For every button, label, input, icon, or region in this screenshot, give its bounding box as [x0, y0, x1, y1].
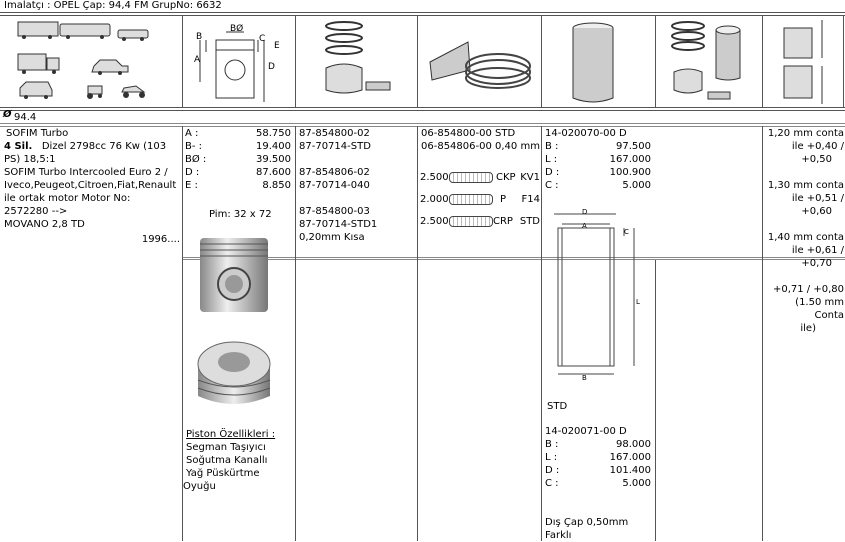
- liner-label-a: A: [582, 222, 587, 230]
- diagram-label-b: B: [196, 32, 203, 42]
- liner-label-c: C: [624, 228, 629, 236]
- ring-code[interactable]: 06-854806-00 0,40 mm: [421, 141, 540, 152]
- dim-row: L : 167.000: [545, 452, 651, 463]
- dim-row: E : 8.850: [185, 180, 291, 191]
- liner-label-d: D: [582, 208, 588, 216]
- gasket-line: +0,71 / +0,80: [772, 284, 844, 295]
- dim-row: D : 100.900: [545, 167, 651, 178]
- engine-line: 2572280 -->: [4, 206, 68, 217]
- engine-line: MOVANO 2,8 TD: [4, 219, 85, 230]
- gasket-line: +0,60: [801, 206, 832, 217]
- divider: [0, 12, 845, 13]
- dim-row: B : 97.500: [545, 141, 651, 152]
- part-code[interactable]: 87-854800-02: [299, 128, 370, 139]
- liner-label-l: L: [636, 298, 640, 306]
- piston-side-photo: [194, 236, 274, 316]
- liner-std: STD: [547, 401, 568, 412]
- ring-item: 2.500 CKP KV1: [420, 172, 540, 183]
- ring-bar-icon: [449, 216, 493, 227]
- liner-note: Farklı: [545, 530, 572, 541]
- diagram-label-c: C: [259, 34, 266, 44]
- ring-bar-icon: [449, 172, 493, 183]
- gasket-line: +0,70: [801, 258, 832, 269]
- piston-top-photo: [194, 334, 274, 410]
- diagram-label-d: D: [268, 62, 275, 72]
- ring-set-icon: [428, 40, 538, 90]
- gasket-line: 1,20 mm conta: [767, 128, 844, 139]
- engine-line: PS) 18,5:1: [4, 154, 56, 165]
- ring-code[interactable]: 06-854800-00 STD: [421, 128, 516, 139]
- gasket-line: ile +0,40 /: [791, 141, 844, 152]
- feature-item: Oyuğu: [183, 481, 216, 492]
- divider: [183, 257, 845, 258]
- engine-line: SOFIM Turbo Intercooled Euro 2 /: [4, 167, 168, 178]
- ring-item: 2.500 CRP STD: [420, 216, 540, 227]
- divider: [0, 107, 845, 108]
- divider: [183, 259, 845, 260]
- diameter-value: 94.4: [14, 112, 37, 123]
- engine-year: 1996....: [141, 234, 180, 245]
- engine-line: SOFIM Turbo: [6, 128, 69, 139]
- gasket-line: 1,30 mm conta: [767, 180, 844, 191]
- liner-label-b: B: [582, 374, 587, 382]
- dim-row: A : 58.750: [185, 128, 291, 139]
- part-code[interactable]: 87-70714-STD: [299, 141, 371, 152]
- dim-row: B : 98.000: [545, 439, 651, 450]
- divider: [0, 110, 845, 111]
- piston-and-rings-icon: [316, 20, 396, 106]
- page-title: İmalatçı : OPEL Çap: 94,4 FM GrupNo: 6632: [4, 0, 222, 11]
- divider: [0, 123, 845, 124]
- divider: [0, 15, 845, 16]
- part-note: 0,20mm Kısa: [299, 232, 365, 243]
- gasket-line: ile +0,51 /: [791, 193, 844, 204]
- ring-bar-icon: [449, 194, 493, 205]
- part-code[interactable]: 87-70714-040: [299, 180, 370, 191]
- feature-item: Segman Taşıyıcı: [186, 442, 266, 453]
- cylinder-liner-icon: [568, 22, 618, 104]
- liner-code[interactable]: 14-020070-00 D: [545, 128, 627, 139]
- gasket-line: +0,50: [801, 154, 832, 165]
- dim-row: C : 5.000: [545, 478, 651, 489]
- part-code[interactable]: 87-70714-STD1: [299, 219, 378, 230]
- dim-row: BØ : 39.500: [185, 154, 291, 165]
- feature-item: Soğutma Kanallı: [186, 455, 268, 466]
- diagram-label-bo: BØ: [230, 24, 244, 34]
- vehicle-types-icon: [14, 20, 164, 102]
- diagram-label-a: A: [194, 55, 201, 65]
- ring-item: 2.000 P F14: [420, 194, 540, 205]
- part-code[interactable]: 87-854800-03: [299, 206, 370, 217]
- dim-row: D : 87.600: [185, 167, 291, 178]
- liner-code[interactable]: 14-020071-00 D: [545, 426, 627, 437]
- gasket-info: [764, 127, 844, 335]
- dim-row: L : 167.000: [545, 154, 651, 165]
- diagram-label-e: E: [274, 41, 280, 51]
- part-code[interactable]: 87-854806-02: [299, 167, 370, 178]
- liner-dimension-diagram-icon: [552, 206, 648, 386]
- engine-line: ile ortak motor Motor No:: [4, 193, 131, 204]
- engine-kit-icon: [668, 20, 754, 106]
- feature-item: Yağ Püskürtme: [186, 468, 260, 479]
- dim-row: D : 101.400: [545, 465, 651, 476]
- engine-line: Iveco,Peugeot,Citroen,Fiat,Renault: [4, 180, 177, 191]
- pin-size: Pim: 32 x 72: [209, 209, 272, 220]
- engine-line: 4 Sil. Dizel 2798cc 76 Kw (103: [4, 141, 167, 152]
- features-title: Piston Özellikleri :: [186, 429, 276, 440]
- dim-row: C : 5.000: [545, 180, 651, 191]
- liner-note: Dış Çap 0,50mm: [545, 517, 629, 528]
- gasket-line: ile +0,61 /: [791, 245, 844, 256]
- gasket-line: 1,40 mm conta: [767, 232, 844, 243]
- gasket-line: ile): [800, 323, 816, 334]
- dim-row: B- : 19.400: [185, 141, 291, 152]
- gasket-line: (1.50 mm Conta: [795, 297, 844, 321]
- diameter-symbol: Ø: [3, 109, 12, 120]
- piston-height-icon: [778, 18, 834, 106]
